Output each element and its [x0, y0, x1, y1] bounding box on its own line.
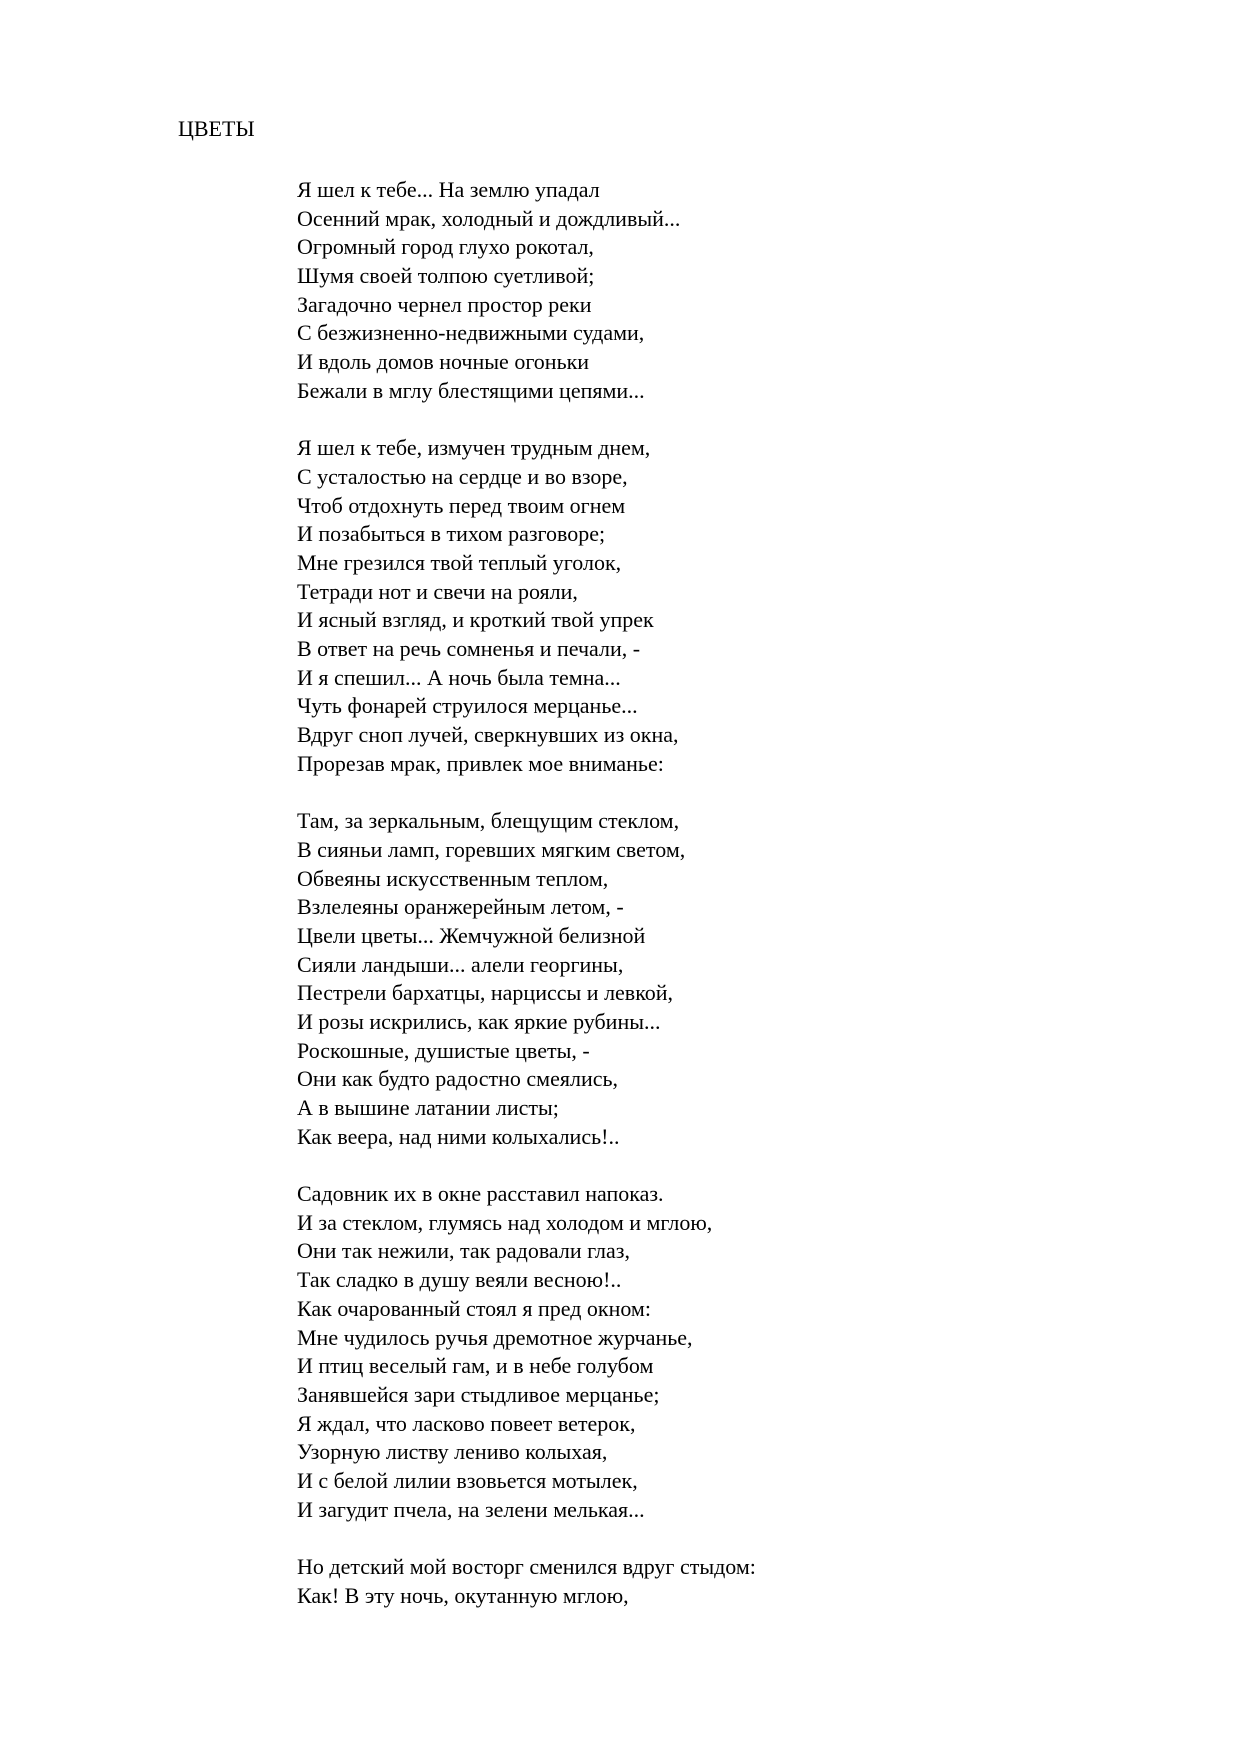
- poem-line: Бежали в мглу блестящими цепями...: [297, 377, 645, 403]
- poem-line: Я ждал, что ласково повеет ветерок,: [297, 1410, 636, 1436]
- poem-line: Цвели цветы... Жемчужной белизной: [297, 922, 646, 948]
- poem-line: В ответ на речь сомненья и печали, -: [297, 636, 641, 661]
- poem-line: Загадочно чернел простор реки: [297, 291, 592, 317]
- poem-line: И за стеклом, глумясь над холодом и мглою,: [297, 1209, 713, 1235]
- stanza-3: [297, 807, 1197, 1151]
- poem-line: И я спешил... А ночь была темна...: [297, 664, 621, 690]
- poem-line: Я шел к тебе... На землю упадал: [297, 177, 600, 202]
- poem-line: С усталостью на сердце и во взоре,: [297, 463, 628, 489]
- poem-line: С безжизненно-недвижными судами,: [297, 320, 645, 346]
- poem-line: И с белой лилии взовьется мотылек,: [297, 1467, 638, 1493]
- poem-line: Как! В эту ночь, окутанную мглою,: [297, 1582, 629, 1608]
- poem-line: Прорезав мрак, привлек мое вниманье:: [297, 750, 664, 776]
- poem-line: Но детский мой восторг сменился вдруг стыдом:: [297, 1554, 756, 1579]
- stanza-1: [297, 176, 1197, 406]
- poem-line: Занявшейся зари стыдливое мерцанье;: [297, 1381, 660, 1407]
- poem-line: Чтоб отдохнуть перед твоим огнем: [297, 492, 626, 518]
- poem-line: Шумя своей толпою суетливой;: [297, 263, 595, 289]
- poem-line: И позабыться в тихом разговоре;: [297, 521, 606, 547]
- poem-line: И загудит пчела, на зелени мелькая...: [297, 1496, 645, 1522]
- poem-line: Они так нежили, так радовали глаз,: [297, 1238, 630, 1264]
- poem-line: Я шел к тебе, измучен трудным днем,: [297, 435, 651, 461]
- poem-line: Роскошные, душистые цветы, -: [297, 1037, 590, 1063]
- poem-line: В сияньи ламп, горевших мягким светом,: [297, 836, 686, 862]
- poem-line: Пестрели бархатцы, нарциссы и левкой,: [297, 980, 674, 1006]
- poem-line: Как очарованный стоял я пред окном:: [297, 1295, 651, 1321]
- poem-line: Вдруг сноп лучей, сверкнувших из окна,: [297, 722, 679, 748]
- poem-line: Они как будто радостно смеялись,: [297, 1066, 619, 1092]
- poem-line: Как веера, над ними колыхались!..: [297, 1123, 620, 1149]
- poem-line: А в вышине латании листы;: [297, 1095, 559, 1120]
- stanza-4: [297, 1180, 1197, 1524]
- stanza-5: [297, 1553, 1197, 1610]
- poem-line: Мне грезился твой теплый уголок,: [297, 549, 622, 575]
- poem-line: Осенний мрак, холодный и дождливый...: [297, 205, 681, 231]
- poem-line: Тетради нот и свечи на рояли,: [297, 578, 578, 604]
- poem-line: Мне чудилось ручья дремотное журчанье,: [297, 1324, 693, 1350]
- poem-line: И вдоль домов ночные огоньки: [297, 349, 590, 375]
- poem-line: Взлелеяны оранжерейным летом, -: [297, 894, 624, 920]
- poem-line: Так сладко в душу веяли весною!..: [297, 1267, 622, 1293]
- poem-line: И ясный взгляд, и кроткий твой упрек: [297, 607, 654, 633]
- poem-line: Там, за зеркальным, блещущим стеклом,: [297, 808, 680, 834]
- poem-line: И розы искрились, как яркие рубины...: [297, 1008, 661, 1034]
- poem-line: Огромный город глухо рокотал,: [297, 234, 594, 260]
- poem-body: [297, 176, 1197, 1639]
- stanza-2: [297, 434, 1197, 778]
- poem-line: Узорную листву лениво колыхая,: [297, 1439, 608, 1465]
- poem-line: Сияли ландыши... алели георгины,: [297, 951, 624, 977]
- poem-line: Обвеяны искусственным теплом,: [297, 865, 609, 891]
- poem-line: И птиц веселый гам, и в небе голубом: [297, 1353, 654, 1379]
- poem-line: Садовник их в окне расставил напоказ.: [297, 1181, 664, 1207]
- poem-line: Чуть фонарей струилося мерцанье...: [297, 693, 638, 719]
- poem-title: ЦВЕТЫ: [178, 116, 255, 141]
